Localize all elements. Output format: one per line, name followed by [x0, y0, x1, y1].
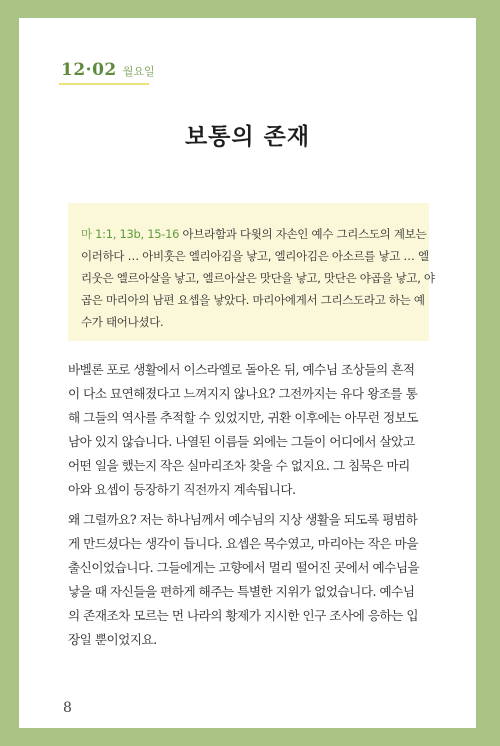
body-line: 의 존재조차 모르는 먼 나라의 황제가 지시한 인구 조사에 응하는 입 [68, 608, 419, 623]
body-line: 남아 있지 않습니다. 나열된 이름들 외에는 그들이 어디에서 살았고 [68, 434, 415, 449]
body-line: 바벨론 포로 생활에서 이스라엘로 돌아온 뒤, 예수님 조상들의 흔적 [68, 362, 415, 377]
scripture-line: 이러하다 … 아비훗은 엘리아김을 낳고, 엘리아김은 아소르를 낳고 … 엘 [81, 249, 429, 263]
body-line: 이 다소 묘연해졌다고 느껴지지 않나요? 그전까지는 유다 왕조를 통 [68, 386, 418, 401]
scripture-line [81, 223, 427, 245]
scripture-line: 리웃은 엘르아살을 낳고, 엘르아살은 맛단을 낳고, 맛단은 야곱을 낳고, 야 [81, 271, 435, 285]
weekday-label: 월요일 [122, 65, 155, 78]
body-line: 출신이었습니다. 그들에게는 고향에서 멀리 떨어진 곳에서 예수님을 [68, 560, 420, 575]
body-paragraph-2 [68, 508, 443, 652]
body-line: 낳을 때 자신들을 편하게 해주는 특별한 지위가 없었습니다. 예수님 [68, 584, 415, 599]
scripture-reference: 마 1:1, 13b, 15-16 [81, 227, 180, 241]
body-line: 장일 뿐이었지요. [68, 632, 157, 647]
scripture-line-text: 아브라함과 다윗의 자손인 예수 그리스도의 계보는 [179, 227, 427, 241]
body-paragraph-1 [68, 358, 443, 502]
book-page [19, 18, 476, 728]
body-line: 왜 그럴까요? 저는 하나님께서 예수님의 지상 생활을 되도록 평범하 [68, 512, 418, 527]
body-line: 어떤 일을 했는지 작은 실마리조차 찾을 수 없지요. 그 침묵은 마리 [68, 458, 410, 473]
date-header [61, 60, 155, 80]
date-label: 12·02 [61, 60, 117, 80]
page-title: 보통의 존재 [184, 124, 311, 150]
body-line: 게 만드셨다는 생각이 듭니다. 요셉은 목수였고, 마리아는 작은 마을 [68, 536, 419, 551]
scripture-line: 곱은 마리아의 남편 요셉을 낳았다. 마리아에게서 그리스도라고 하는 예 [81, 293, 425, 307]
scripture-line: 수가 태어나셨다. [81, 315, 164, 329]
date-underline [59, 83, 149, 85]
scripture-box [68, 203, 435, 341]
body-line: 아와 요셉이 등장하기 직전까지 계속됩니다. [68, 482, 296, 497]
page-number: 8 [63, 700, 72, 716]
scripture-text [81, 223, 435, 333]
body-line: 해 그들의 역사를 추적할 수 있었지만, 귀환 이후에는 아무런 정보도 [68, 410, 419, 425]
